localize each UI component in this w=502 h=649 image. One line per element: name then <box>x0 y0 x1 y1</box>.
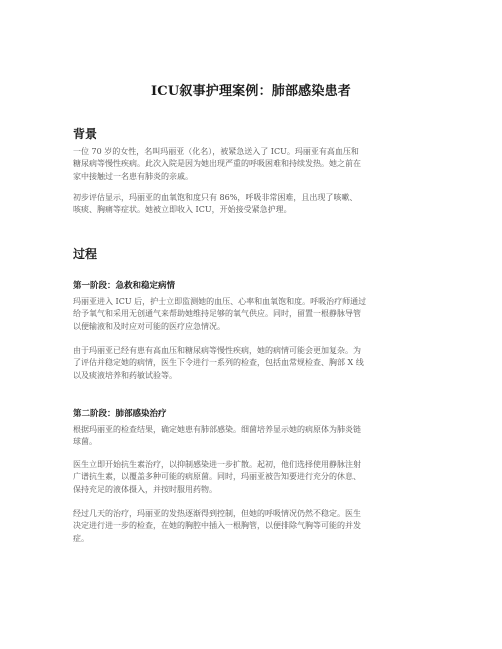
stage1-heading: 第一阶段：急救和稳定病情 <box>73 281 176 291</box>
text-line: 症。 <box>73 533 89 543</box>
text-line: 由于玛丽亚已经有患有高血压和糖尿病等慢性疾病，她的病情可能会更加复杂。为 <box>73 346 361 355</box>
text-line: 以便输液和及时应对可能的医疗应急情况。 <box>73 321 225 331</box>
background-paragraph-1 <box>73 146 433 183</box>
text-line: 经过几天的治疗，玛丽亚的发热逐渐得到控制，但她的呼吸情况仍然不稳定。医生 <box>73 509 361 518</box>
text-line: 家中接触过一名患有肺炎的亲戚。 <box>73 171 193 181</box>
section-heading-background: 背景 <box>73 127 98 141</box>
stage2-heading: 第二阶段：肺部感染治疗 <box>73 409 167 419</box>
text-line: 一位 70 岁的女性，名叫玛丽亚（化名），被紧急送入了 ICU。玛丽亚有高血压和 <box>73 147 359 156</box>
stage2-paragraph-2 <box>73 459 433 496</box>
text-line: 以及痰液培养和药敏试验等。 <box>73 370 177 380</box>
text-line: 广谱抗生素，以覆盖多种可能的病原菌。同时，玛丽亚被告知要进行充分的休息、 <box>73 472 361 482</box>
stage1-paragraph-1 <box>73 296 433 333</box>
text-line: 球菌。 <box>73 437 97 447</box>
text-line: 了评估并稳定她的病情，医生下令进行一系列的检查，包括血常规检查、胸部 X 线 <box>73 358 364 368</box>
text-line: 给予氧气和采用无创通气来帮助她维持足够的氧气供应。同时，留置一根静脉导管 <box>73 309 361 319</box>
document-title: ICU叙事护理案例：肺部感染患者 <box>151 84 351 99</box>
stage1-paragraph-2 <box>73 345 433 382</box>
stage2-paragraph-3 <box>73 508 433 545</box>
text-line: 决定进行进一步的检查，在她的胸腔中插入一根胸管，以便排除气胸等可能的并发 <box>73 521 361 531</box>
stage2-paragraph-1 <box>73 424 433 449</box>
text-line: 玛丽亚进入 ICU 后，护士立即监测她的血压、心率和血氧饱和度。呼吸治疗师通过 <box>73 297 367 306</box>
section-heading-process: 过程 <box>73 247 98 261</box>
text-line: 根据玛丽亚的检查结果，确定她患有肺部感染。细菌培养显示她的病原体为肺炎链 <box>73 425 361 434</box>
text-line: 保持充足的液体摄入，并按时服用药物。 <box>73 484 217 494</box>
text-line: 咳痰、胸痛等症状。她被立即收入 ICU，开始接受紧急护理。 <box>73 205 292 215</box>
text-line: 糖尿病等慢性疾病。此次入院是因为她出现严重的呼吸困难和持续发热。她之前在 <box>73 159 361 169</box>
background-paragraph-2 <box>73 192 433 217</box>
text-line: 医生立即开始抗生素治疗，以抑制感染进一步扩散。起初，他们选择使用静脉注射 <box>73 460 361 469</box>
text-line: 初步评估显示，玛丽亚的血氧饱和度只有 86%，呼吸非常困难，且出现了咳嗽、 <box>73 193 358 202</box>
